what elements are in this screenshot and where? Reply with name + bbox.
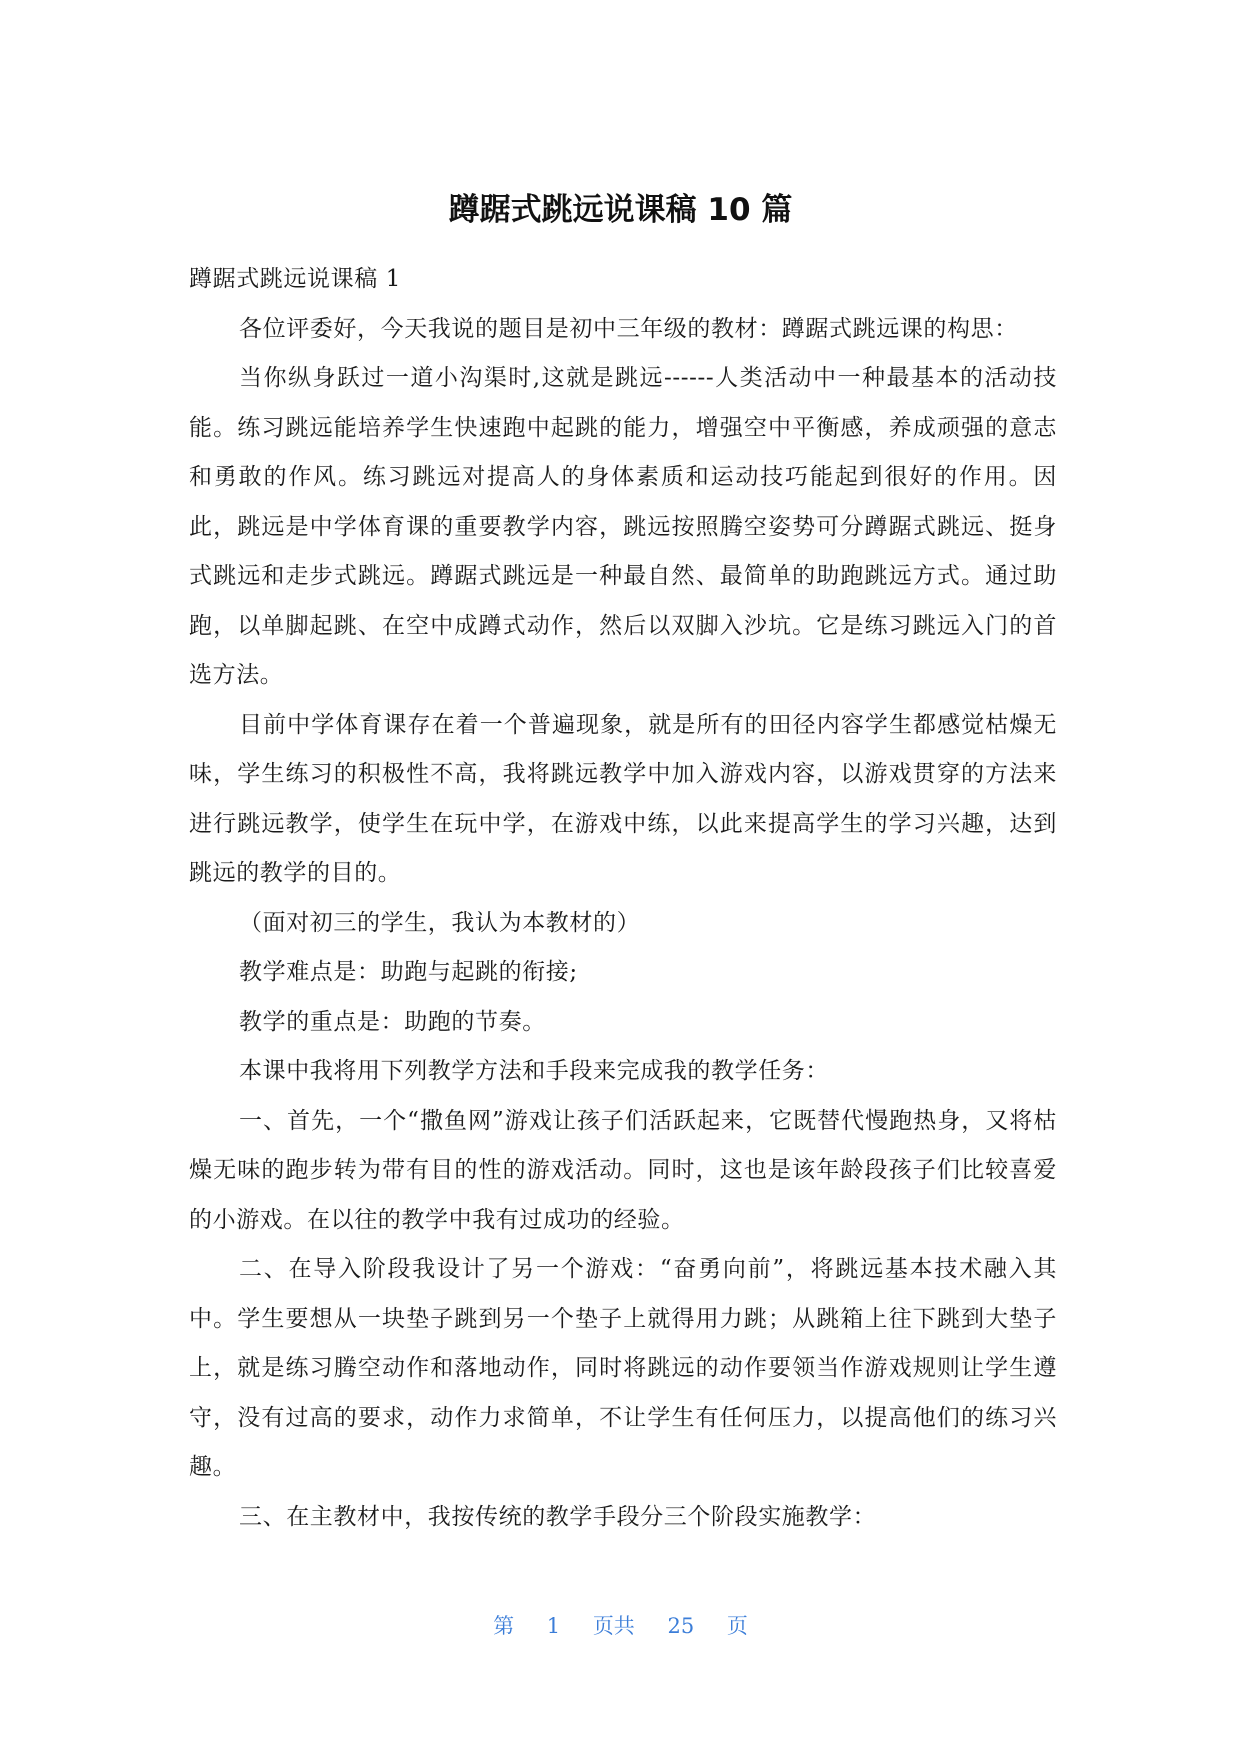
paragraph-method-two: 二、在导入阶段我设计了另一个游戏：“奋勇向前”，将跳远基本技术融入其中。学生要想从一块垫子跳到另一个垫子上就得用力跳；从跳箱上往下跳到大垫子上，就是练习腾空动作和落地动作，同时将跳远的动作要领当作游戏规则让学生遵守，没有过高的要求，动作力求简单，不让学生有任何压力，以提高他们的练习兴趣。 (189, 1256, 1057, 1480)
document-title: 蹲踞式跳远说课稿 10 篇 (448, 192, 793, 228)
paragraph-intro: 各位评委好，今天我说的题目是初中三年级的教材：蹲踞式跳远课的构思： (239, 315, 1018, 342)
footer-current-page: 1 (546, 1614, 561, 1638)
paragraph-current-situation: 目前中学体育课存在着一个普遍现象，就是所有的田径内容学生都感觉枯燥无味，学生练习的积极性不高，我将跳远教学中加入游戏内容，以游戏贯穿的方法来进行跳远教学，使学生在玩中学，在游戏中练，以此来提高学生的学习兴趣，达到跳远的教学的目的。 (189, 711, 1057, 886)
footer-total-pages: 25 (667, 1614, 695, 1638)
paragraph-student-note: （面对初三的学生，我认为本教材的） (239, 909, 641, 936)
paragraph-method-one: 一、首先，一个“撒鱼网”游戏让孩子们活跃起来，它既替代慢跑热身，又将枯燥无味的跑步转为带有目的性的游戏活动。同时，这也是该年龄段孩子们比较喜爱的小游戏。在以往的教学中我有过成功的经验。 (189, 1107, 1057, 1233)
paragraph-difficulty: 教学难点是：助跑与起跳的衔接; (239, 959, 578, 985)
page-footer (0, 1610, 1241, 1640)
paragraph-method-three: 三、在主教材中，我按传统的教学手段分三个阶段实施教学： (239, 1503, 877, 1530)
paragraph-methods-intro: 本课中我将用下列教学方法和手段来完成我的教学任务： (239, 1058, 829, 1084)
footer-middle: 页共 (592, 1614, 635, 1638)
document-body (189, 255, 1057, 1542)
footer-prefix: 第 (493, 1614, 515, 1638)
section-heading: 蹲踞式跳远说课稿 1 (189, 266, 401, 292)
paragraph-key-point: 教学的重点是：助跑的节奏。 (239, 1008, 546, 1035)
paragraph-long-jump-overview: 当你纵身跃过一道小沟渠时,这就是跳远------人类活动中一种最基本的活动技能。练习跳远能培养学生快速跑中起跳的能力，增强空中平衡感，养成顽强的意志和勇敢的作风。练习跳远对提高人的身体素质和运动技巧能起到很好的作用。因此，跳远是中学体育课的重要教学内容，跳远按照腾空姿势可分蹲踞式跳远、挺身式跳远和走步式跳远。蹲踞式跳远是一种最自然、最简单的助跑跳远方式。通过助跑，以单脚起跳、在空中成蹲式动作，然后以双脚入沙坑。它是练习跳远入门的首选方法。 (189, 365, 1057, 688)
footer-suffix: 页 (726, 1614, 748, 1638)
